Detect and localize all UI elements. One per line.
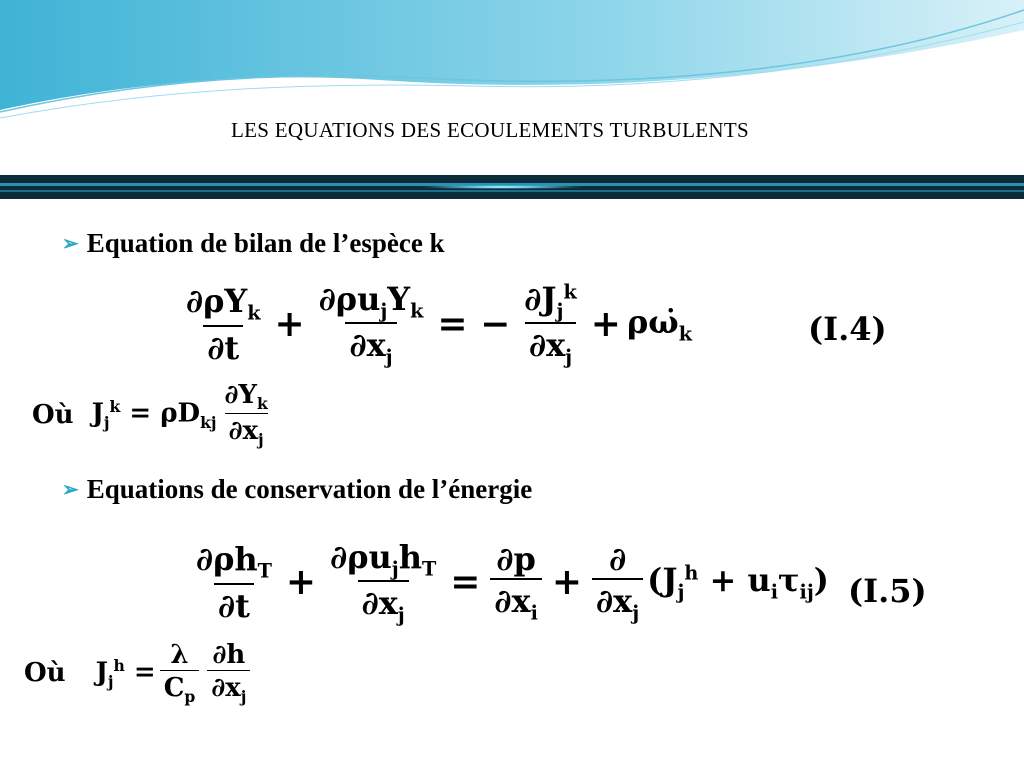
divider-bar	[0, 175, 1024, 199]
arrow-bullet-icon: ➢	[62, 233, 79, 255]
definition-heat-flux: Où $J_j^h$ = $\frac{\lambda}{C_p}$ $\frac{\partial h}{\partial x_j}$	[24, 640, 254, 706]
where-label-1: Où	[32, 399, 74, 430]
species-balance-heading: Equation de bilan de l’espèce k	[86, 228, 445, 258]
equation-number-2: (I.5)	[848, 572, 927, 610]
slide-title: LES EQUATIONS DES ECOULEMENTS TURBULENTS	[231, 118, 749, 142]
energy-conservation-heading: Equations de conservation de l’énergie	[86, 474, 533, 504]
equation-species-balance: $\frac{\partial\rho Y_k}{\partial t}$ + $\frac{\partial\rho u_jY_k}{\partial x_j}$ = − $\frac{\partial J_j^k}{\partial x_j}$ + $\rho\omegȧ_k$	[186, 280, 692, 369]
arrow-bullet-icon: ➢	[62, 479, 79, 501]
bullet-species-balance	[62, 228, 445, 259]
bullet-energy-conservation	[62, 474, 532, 505]
where-label-2: Où	[24, 658, 66, 689]
header-wave-decoration	[0, 0, 1024, 120]
equation-number-1: (I.4)	[808, 310, 887, 348]
equation-energy-conservation: $\frac{\partial\rho h_T}{\partial t}$ + $\frac{\partial\rho u_jh_T}{\partial x_j}$ = $\frac{\partial p}{\partial x_i}$ + $\frac{\partial}{\partial x_j}$ $(J_j^h + u_i\tau_{ij})$	[196, 538, 829, 627]
definition-species-flux: Où $J_j^k = \rho D_{kj}$ $\frac{\partial Y_k}{\partial x_j}$	[32, 380, 268, 450]
